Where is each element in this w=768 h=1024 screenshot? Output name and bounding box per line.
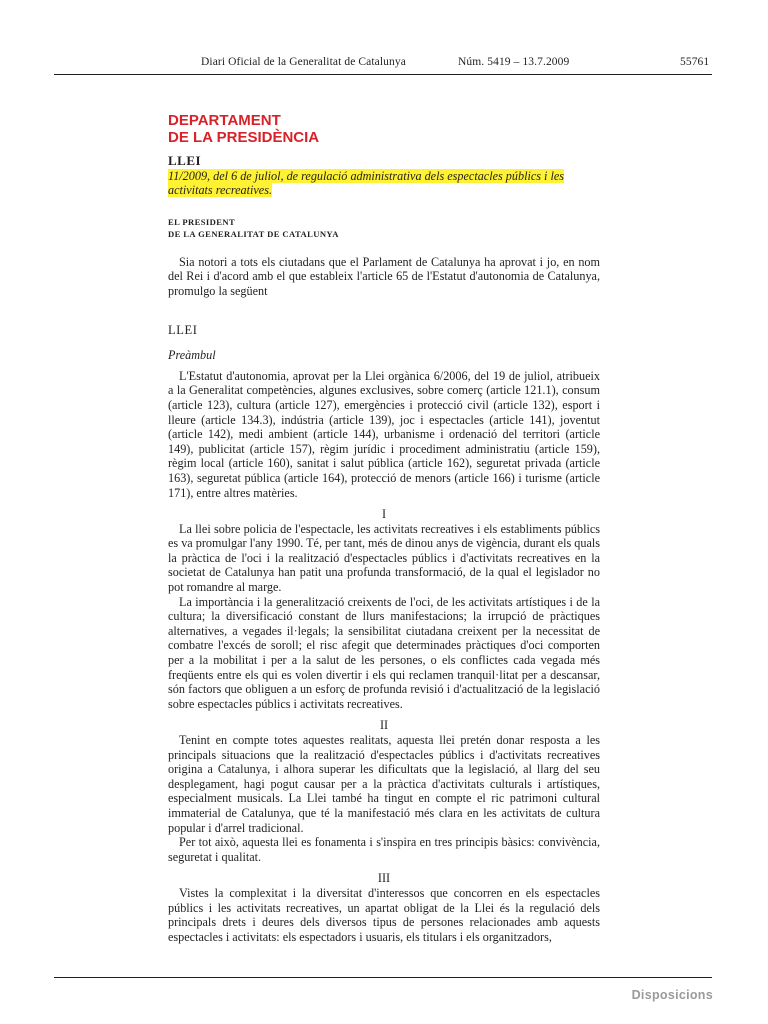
president-line-1: EL PRESIDENT xyxy=(168,216,236,227)
president-heading xyxy=(168,216,600,241)
section-2-paragraph: Per tot això, aquesta llei es fonamenta i s'inspira en tres principis bàsics: convivència, seguretat i qualitat. xyxy=(168,835,600,864)
department-heading xyxy=(168,113,319,146)
footer-divider xyxy=(54,977,712,978)
section-1-paragraph: La llei sobre policia de l'espectacle, les activitats recreatives i els establiments públics es va promulgar l'any 1990. Té, per tant, més de dinou anys de vigència, durant els quals la pràctica de l'oci i la realització d'espectacles públics i d'activitats recreatives en la societat de Catalunya han patit una profunda transformació, de la qual el legislador no pot romandre al marge. xyxy=(168,521,600,595)
law-title-highlight: 11/2009, del 6 de juliol, de regulació administrativa dels espectacles públics i les activitats recreatives. xyxy=(168,168,565,198)
header-divider xyxy=(54,74,712,75)
section-3-paragraph: Vistes la complexitat i la diversitat d'interessos que concorren en els espectacles públics i les activitats recreatives, un apartat obligat de la Llei és la regulació dels principals drets i deures dels diversos tipus de persones relacionades amb aquests espectacles i activitats: els espectadors i usuaris, els titulars i els organitzadors, xyxy=(168,885,600,944)
publication-title: Diari Oficial de la Generalitat de Catalunya xyxy=(201,56,406,68)
page-header xyxy=(0,54,768,74)
footer-section-label: Disposicions xyxy=(631,988,713,1002)
department-line-2: DE LA PRESIDÈNCIA xyxy=(168,128,320,146)
section-numeral-3: III xyxy=(377,871,391,886)
section-numeral-1: I xyxy=(381,507,387,522)
department-line-1: DEPARTAMENT xyxy=(168,112,281,129)
preamble-heading: Preàmbul xyxy=(168,348,216,363)
document-body xyxy=(168,150,600,944)
preamble-intro-paragraph: L'Estatut d'autonomia, aprovat per la Llei orgànica 6/2006, del 19 de juliol, atribueix a la Generalitat competències, algunes exclusives, sobre comerç (article 121.1), consum (article 123), cultura (article 127), emergències i protecció civil (article 132), esport i lleure (article 134.3), indústria (article 139), joc i espectacles (article 141), joventut (article 142), medi ambient (article 144), urbanisme i ordenació del territori (article 149), publicitat (article 157), règim jurídic i procediment administratiu (article 159), règim local (article 160), sanitat i salut pública (article 162), seguretat privada (article 163), seguretat pública (article 164), protecció de menors (article 166) i turisme (article 171), entre altres matèries. xyxy=(168,368,600,500)
law-type-heading: LLEI xyxy=(168,153,202,168)
president-line-2: DE LA GENERALITAT DE CATALUNYA xyxy=(168,229,339,240)
section-numeral-2: II xyxy=(379,718,389,733)
law-heading: LLEI xyxy=(168,322,198,337)
law-title xyxy=(168,169,600,198)
section-2-paragraph: Tenint en compte totes aquestes realitats, aquesta llei pretén donar resposta a les principals situacions que la realització d'espectacles públics i d'activitats recreatives origina a Catalunya, i alhora superar les dificultats que la legislació, al llarg del seu desplegament, hagi pogut causar per a la pràctica d'activitats culturals i artístiques, especialment musicals. La Llei també ha tingut en compte el ric patrimoni cultural immaterial de Catalunya, que té la manifestació més clara en les activitats de cultura popular i d'arrel tradicional. xyxy=(168,733,600,835)
section-1-paragraph: La importància i la generalització creixents de l'oci, de les activitats artístiques i de la cultura; la diversificació constant de llurs manifestacions; la irrupció de pràctiques alternatives, a vegades il·legals; la sensibilitat ciutadana creixent per la necessitat de combatre l'excés de soroll; el risc afegit que determinades pràctiques d'oci comporten per a la mobilitat i per a la salut de les persones, o els conflictes cada vegada més freqüents entre els qui es volen divertir i els qui reclamen tranquil·litat per a descansar, són factors que obliguen a un esforç de profunda revisió i d'actualització de la legislació sobre espectacles públics i activitats recreatives. xyxy=(168,594,600,711)
issue-number-date: Núm. 5419 – 13.7.2009 xyxy=(458,56,570,68)
page-number: 55761 xyxy=(680,56,710,68)
promulgation-paragraph: Sia notori a tots els ciutadans que el Parlament de Catalunya ha aprovat i jo, en nom del Rei i d'acord amb el que estableix l'article 65 de l'Estatut d'autonomia de Catalunya, promulgo la següent xyxy=(168,254,600,298)
